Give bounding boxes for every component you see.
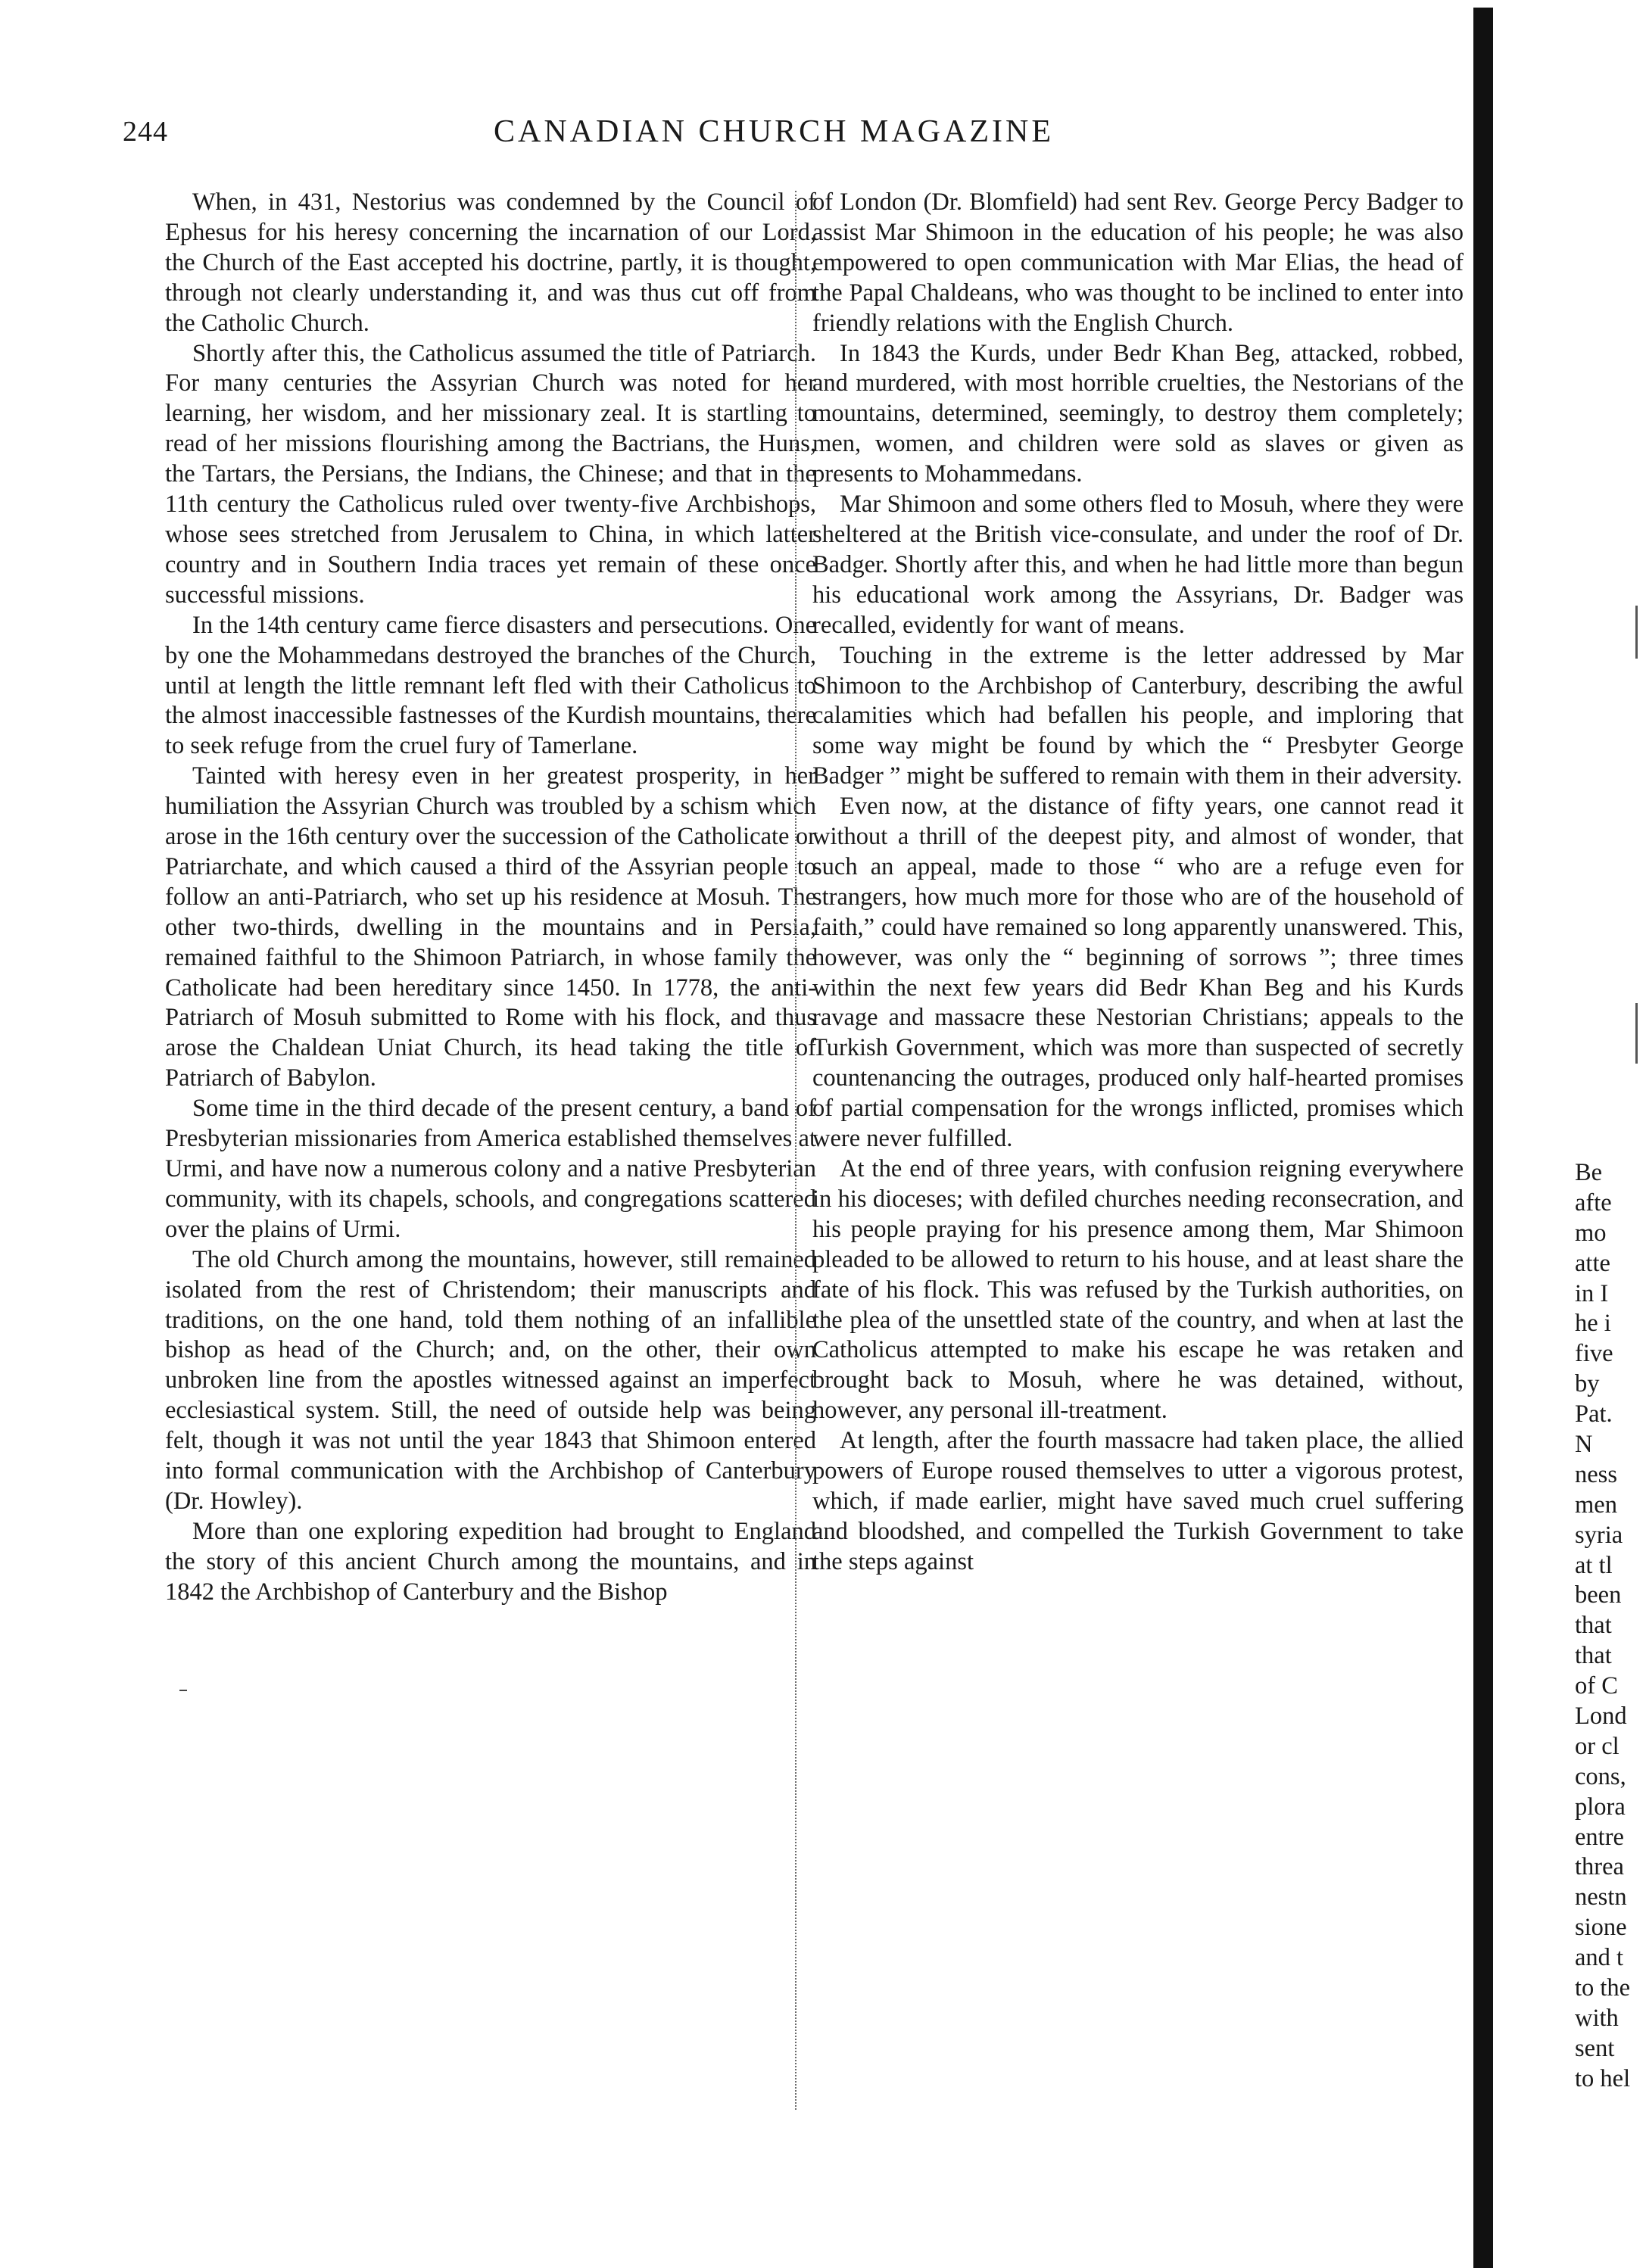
paragraph: Touching in the extreme is the letter addressed by Mar Shimoon to the Archbishop of Canterbury, describing the awful calamities which had befallen his people, and imploring that some way might be found by which the “ Presbyter George Badger ” might be suffered to remain with them in their adversity. [812, 641, 1464, 790]
margin-mark [179, 1690, 187, 1691]
next-page-line: afte [1575, 1189, 1612, 1217]
next-page-line: mo [1575, 1219, 1607, 1247]
paragraph: Mar Shimoon and some others fled to Mosuh, where they were sheltered at the British vice-consulate, and under the roof of Dr. Badger. Shortly after this, and when he had little more than begun his educational work among the Assyrians, Dr. Badger was recalled, evidently for want of means. [812, 491, 1464, 639]
paragraph: More than one exploring expedition had brought to England the story of this ancient Church among the mountains, and in 1842 the Archbishop of Canterbury and the Bishop [165, 1517, 816, 1606]
next-page-rule [1635, 1003, 1638, 1064]
paragraph: Some time in the third decade of the present century, a band of Presbyterian missionaries from America established themselves at Urmi, and have now a numerous colony and a native Presbyterian community, with its chapels, schools, and congregations scattered over the plains of Urmi. [165, 1095, 816, 1243]
next-page-line: Pat. [1575, 1400, 1613, 1428]
next-page-line: to the [1575, 1974, 1631, 2002]
next-page-line: been [1575, 1581, 1622, 1609]
next-page-line: sent [1575, 2034, 1615, 2062]
next-page-line: Be [1575, 1159, 1603, 1186]
paragraph: In the 14th century came fierce disasters and persecutions. One by one the Mohammedans destroyed the branches of the Church, until at length the little remnant left fled with their Catholicus to the almost inaccessible fastnesses of the Kurdish mountains, there to seek refuge from the cruel fury of Tamerlane. [165, 611, 816, 760]
next-page-line: atte [1575, 1249, 1610, 1277]
next-page-line: of C [1575, 1672, 1618, 1700]
paragraph: Tainted with heresy even in her greatest prosperity, in her humiliation the Assyrian Church was troubled by a schism which arose in the 16th century over the succession of the Catholicate or Patriarchate, and which caused a third of the Assyrian people to follow an anti-Patriarch, who set up his residence at Mosuh. The other two-thirds, dwelling in the mountains and in Persia, remained faithful to the Shimoon Patriarch, in whose family the Catholicate had been hereditary since 1450. In 1778, the anti-Patriarch of Mosuh submitted to Rome with his flock, and thus arose the Chaldean Uniat Church, its head taking the title of Patriarch of Babylon. [165, 762, 816, 1092]
next-page-line: that [1575, 1642, 1612, 1670]
paragraph: When, in 431, Nestorius was condemned by the Council of Ephesus for his heresy concerning the incarnation of our Lord, the Church of the East accepted his doctrine, partly, it is thought, through not clearly understanding it, and was thus cut off from the Catholic Church. [165, 188, 816, 337]
next-page-line: Lond [1575, 1703, 1627, 1731]
next-page-line: entre [1575, 1823, 1624, 1851]
next-page-line: in I [1575, 1279, 1609, 1307]
next-page-line: with [1575, 2004, 1619, 2032]
next-page-line: nestn [1575, 1883, 1627, 1911]
next-page-line: sione [1575, 1914, 1627, 1942]
binding-edge [1473, 8, 1493, 2268]
next-page-line: that [1575, 1612, 1612, 1640]
column-divider [795, 191, 797, 2110]
next-page-line: cons, [1575, 1762, 1626, 1790]
paragraph: At the end of three years, with confusion reigning everywhere in his dioceses; with defiled churches needing reconsecration, and his people praying for his presence among them, Mar Shimoon pleaded to be allowed to return to his house, and at least share the fate of his flock. This was refused by the Turkish authorities, on the plea of the unsettled state of the country, and when at last the Catholicus attempted to make his escape he was retaken and brought back to Mosuh, where he was detained, without, however, any personal ill-treatment. [812, 1155, 1464, 1425]
next-page-line: or cl [1575, 1732, 1620, 1760]
next-page-fragment [1575, 1158, 1646, 2095]
paragraph: Shortly after this, the Catholicus assumed the title of Patriarch. For many centuries the Assyrian Church was noted for her learning, her wisdom, and her missionary zeal. It is startling to read of her missions flourishing among the Bactrians, the Huns, the Tartars, the Persians, the Indians, the Chinese; and that in the 11th century the Catholicus ruled over twenty-five Archbishops, whose sees stretched from Jerusalem to China, in which latter country and in Southern India traces yet remain of these once successful missions. [165, 339, 816, 609]
next-page-line: men [1575, 1491, 1617, 1519]
paragraph: At length, after the fourth massacre had taken place, the allied powers of Europe roused themselves to utter a vigorous protest, which, if made earlier, might have saved much cruel suffering and bloodshed, and compelled the Turkish Government to take the steps against [812, 1427, 1464, 1575]
right-column [812, 188, 1464, 1578]
paragraph: In 1843 the Kurds, under Bedr Khan Beg, attacked, robbed, and murdered, with most horrible cruelties, the Nestorians of the mountains, determined, seemingly, to destroy them completely; men, women, and children were sold as slaves or given as presents to Mohammedans. [812, 339, 1464, 488]
next-page-line: he i [1575, 1310, 1611, 1338]
page-header [123, 114, 1077, 159]
next-page-line: to hel [1575, 2064, 1631, 2092]
next-page-line: at tl [1575, 1551, 1613, 1579]
paragraph: The old Church among the mountains, however, still remained isolated from the rest of Christendom; their manuscripts and traditions, on the one hand, told them nothing of an infallible bishop as head of the Church; and, on the other, their own unbroken line from the apostles witnessed against an imperfect ecclesiastical system. Still, the need of outside help was being felt, though it was not until the year 1843 that Shimoon entered into formal communication with the Archbishop of Canterbury (Dr. Howley). [165, 1245, 816, 1515]
paragraph: of London (Dr. Blomfield) had sent Rev. George Percy Badger to assist Mar Shimoon in the education of his people; he was also empowered to open communication with Mar Elias, the head of the Papal Chaldeans, who was thought to be inclined to enter into friendly relations with the English Church. [812, 188, 1464, 337]
next-page-line: and t [1575, 1944, 1624, 1972]
next-page-line: N [1575, 1431, 1593, 1459]
next-page-line: by [1575, 1370, 1600, 1398]
next-page-rule [1635, 606, 1638, 659]
paragraph: Even now, at the distance of fifty years, one cannot read it without a thrill of the deepest pity, and almost of wonder, that such an appeal, made to those “ who are a refuge even for strangers, how much more for those who are of the household of faith,” could have remained so long apparently unanswered. This, however, was only the “ beginning of sorrows ”; three times within the next few years did Bedr Khan Beg and his Kurds ravage and massacre these Nestorian Christians; appeals to the Turkish Government, which was more than suspected of secretly countenancing the outrages, produced only half-hearted promises of partial compensation for the wrongs inflicted, promises which were never fulfilled. [812, 793, 1464, 1153]
next-page-line: plora [1575, 1793, 1626, 1821]
left-column [165, 188, 816, 1608]
next-page-line: syria [1575, 1521, 1623, 1549]
next-page-line: threa [1575, 1853, 1624, 1881]
next-page-line: ness [1575, 1460, 1617, 1488]
next-page-line: five [1575, 1340, 1613, 1368]
running-title: CANADIAN CHURCH MAGAZINE [494, 114, 1054, 149]
page-number: 244 [123, 116, 168, 148]
